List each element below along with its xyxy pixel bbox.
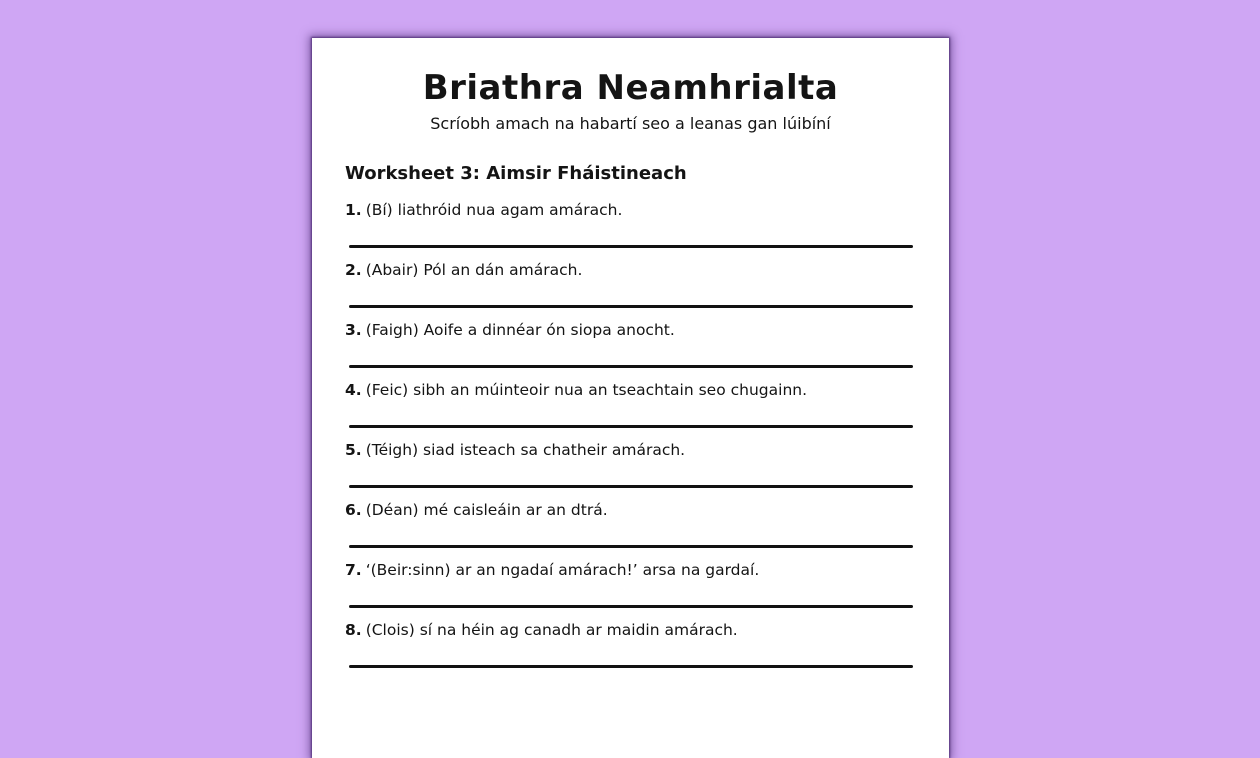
item-sentence	[345, 621, 738, 639]
item-number: 5.	[345, 441, 362, 459]
answer-line	[349, 545, 913, 548]
page-title: Briathra Neamhrialta	[422, 68, 839, 108]
page-subtitle: Scríobh amach na habartí seo a leanas gan lúibíní	[430, 114, 831, 133]
item-text: (Déan) mé caisleáin ar an dtrá.	[365, 501, 608, 519]
item-text: (Abair) Pól an dán amárach.	[365, 261, 583, 279]
answer-line	[349, 605, 913, 608]
item-text: (Faigh) Aoife a dinnéar ón siopa anocht.	[365, 321, 675, 339]
item-sentence	[345, 321, 675, 339]
item-number: 1.	[345, 201, 362, 219]
item-number: 4.	[345, 381, 362, 399]
section-heading: Worksheet 3: Aimsir Fháistineach	[345, 163, 687, 184]
item-number: 8.	[345, 621, 362, 639]
item-number: 6.	[345, 501, 362, 519]
worksheet-item	[312, 381, 949, 441]
item-number: 2.	[345, 261, 362, 279]
item-text: (Téigh) siad isteach sa chatheir amárach.	[365, 441, 686, 459]
answer-line	[349, 305, 913, 308]
item-text: ‘(Beir:sinn) ar an ngadaí amárach!’ arsa na gardaí.	[365, 561, 760, 579]
item-number: 7.	[345, 561, 362, 579]
answer-line	[349, 665, 913, 668]
item-sentence	[345, 441, 685, 459]
item-text: (Clois) sí na héin ag canadh ar maidin amárach.	[365, 621, 738, 639]
answer-line	[349, 365, 913, 368]
worksheet-item	[312, 201, 949, 261]
answer-line	[349, 425, 913, 428]
item-sentence	[345, 261, 582, 279]
answer-line	[349, 245, 913, 248]
worksheet-item	[312, 441, 949, 501]
item-sentence	[345, 501, 608, 519]
item-sentence	[345, 201, 622, 219]
worksheet-item	[312, 321, 949, 381]
worksheet-item	[312, 621, 949, 681]
worksheet-page	[312, 38, 949, 758]
worksheet-item	[312, 501, 949, 561]
item-sentence	[345, 561, 759, 579]
worksheet-item	[312, 561, 949, 621]
item-number: 3.	[345, 321, 362, 339]
worksheet-item	[312, 261, 949, 321]
item-text: (Feic) sibh an múinteoir nua an tseachtain seo chugainn.	[365, 381, 808, 399]
item-text: (Bí) liathróid nua agam amárach.	[365, 201, 623, 219]
answer-line	[349, 485, 913, 488]
item-sentence	[345, 381, 807, 399]
